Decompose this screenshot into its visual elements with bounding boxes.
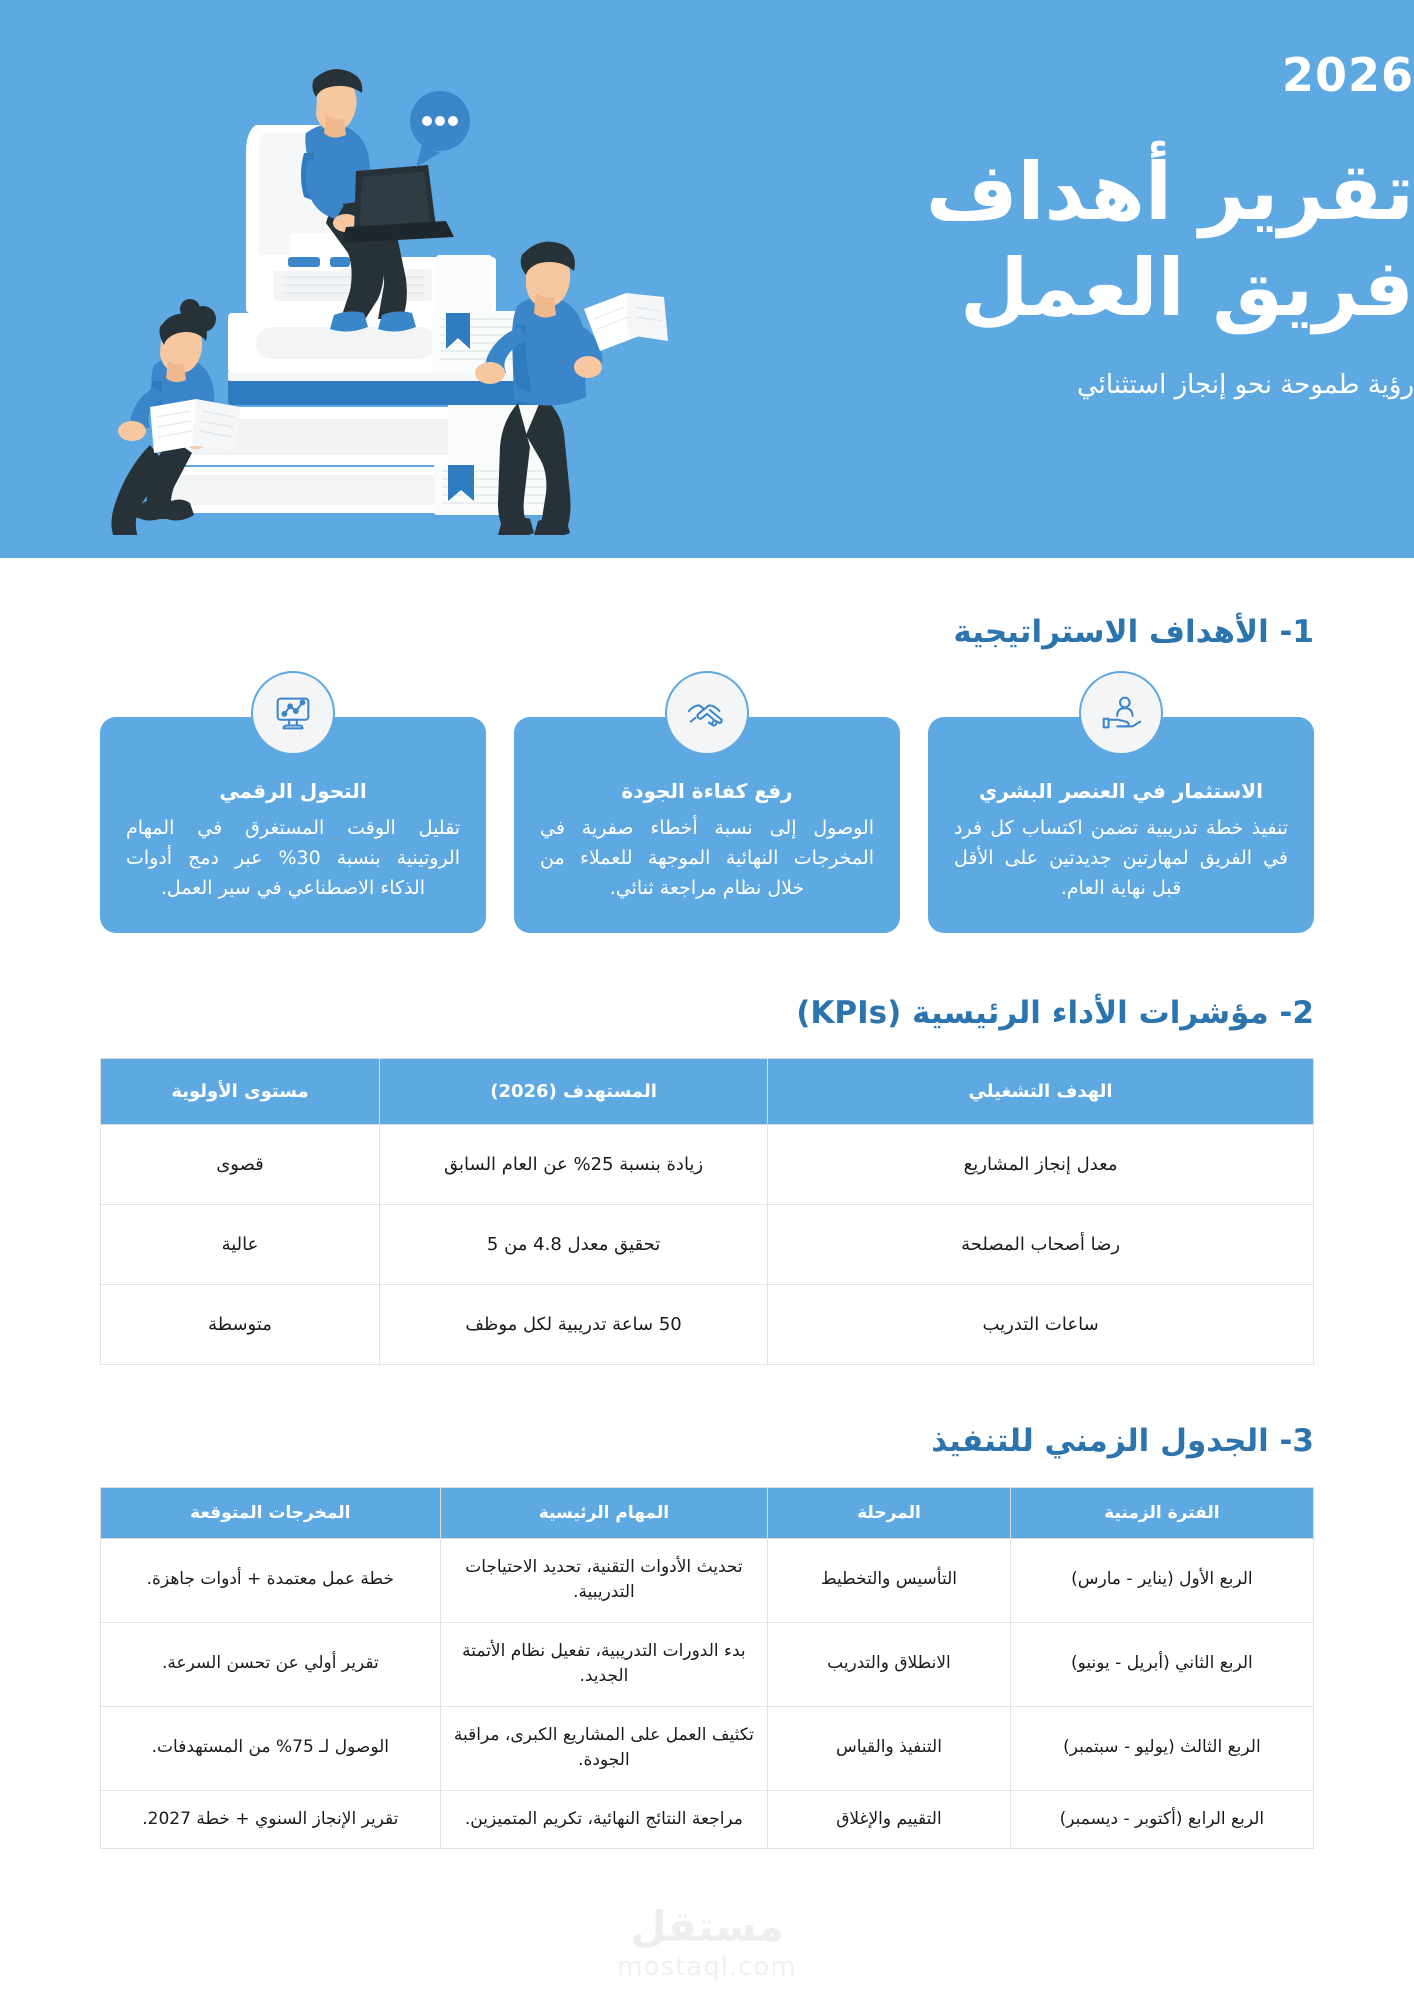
- table-cell: متوسطة: [101, 1285, 380, 1365]
- header-text-block: [754, 48, 1414, 403]
- table-cell: زيادة بنسبة 25% عن العام السابق: [380, 1125, 768, 1205]
- monitor-analytics-icon: [251, 671, 335, 755]
- watermark-arabic: مستقل: [630, 1902, 784, 1951]
- handshake-icon: [665, 671, 749, 755]
- table-cell: التنفيذ والقياس: [768, 1706, 1011, 1790]
- table-cell: الوصول لـ 75% من المستهدفات.: [101, 1706, 441, 1790]
- table-cell: تكثيف العمل على المشاريع الكبرى، مراقبة الجودة.: [440, 1706, 768, 1790]
- table-cell: قصوى: [101, 1125, 380, 1205]
- table-row: [101, 1706, 1314, 1790]
- table-cell: رضا أصحاب المصلحة: [768, 1205, 1314, 1285]
- goal-card-human-capital: [928, 717, 1314, 933]
- table-cell: الربع الأول (يناير - مارس): [1010, 1538, 1313, 1622]
- page-title: [864, 144, 1414, 337]
- table-cell: ساعات التدريب: [768, 1285, 1314, 1365]
- table-row: [101, 1205, 1314, 1285]
- table-cell: خطة عمل معتمدة + أدوات جاهزة.: [101, 1538, 441, 1622]
- column-header: المرحلة: [768, 1487, 1011, 1538]
- watermark-latin: mostaql.com: [617, 1952, 797, 1982]
- table-cell: معدل إنجاز المشاريع: [768, 1125, 1314, 1205]
- table-row: [101, 1285, 1314, 1365]
- column-header: مستوى الأولوية: [101, 1059, 380, 1125]
- table-cell: 50 ساعة تدريبية لكل موظف: [380, 1285, 768, 1365]
- section-heading-strategic: 1- الأهداف الاستراتيجية: [953, 614, 1314, 650]
- table-row: [101, 1538, 1314, 1622]
- section-heading-timeline: 3- الجدول الزمني للتنفيذ: [931, 1423, 1314, 1460]
- table-cell: تحقيق معدل 4.8 من 5: [380, 1205, 768, 1285]
- table-row: [101, 1790, 1314, 1849]
- table-cell: تقرير الإنجاز السنوي + خطة 2027.: [101, 1790, 441, 1849]
- table-cell: عالية: [101, 1205, 380, 1285]
- table-cell: الربع الثالث (يوليو - سبتمبر): [1010, 1706, 1313, 1790]
- table-cell: الانطلاق والتدريب: [768, 1622, 1011, 1706]
- table-header-row: [101, 1487, 1314, 1538]
- header-banner: [0, 0, 1414, 558]
- goal-card-body: تقليل الوقت المستغرق في المهام الروتينية بنسبة 30% عبر دمج أدوات الذكاء الاصطناعي في سير العمل.: [126, 817, 460, 900]
- mostaql-watermark: [557, 1902, 857, 1982]
- table-cell: تحديث الأدوات التقنية، تحديد الاحتياجات التدريبية.: [440, 1538, 768, 1622]
- column-header: المخرجات المتوقعة: [101, 1487, 441, 1538]
- goal-card-title: الاستثمار في العنصر البشري: [978, 779, 1263, 804]
- goal-card-body: الوصول إلى نسبة أخطاء صفرية في المخرجات النهائية الموجهة للعملاء من خلال نظام مراجعة ثنائي.: [540, 817, 874, 900]
- title-line-2: فريق العمل: [959, 242, 1414, 335]
- column-header: المستهدف (2026): [380, 1059, 768, 1125]
- table-row: [101, 1622, 1314, 1706]
- team-reading-on-books-illustration: [50, 35, 690, 535]
- table-header-row: [101, 1059, 1314, 1125]
- section-heading-kpis: 2- مؤشرات الأداء الرئيسية (KPIs): [796, 995, 1314, 1032]
- column-header: الفترة الزمنية: [1010, 1487, 1313, 1538]
- table-cell: بدء الدورات التدريبية، تفعيل نظام الأتمتة الجديد.: [440, 1622, 768, 1706]
- table-cell: التأسيس والتخطيط: [768, 1538, 1011, 1622]
- table-row: [101, 1125, 1314, 1205]
- goal-card-title: التحول الرقمي: [219, 779, 367, 804]
- column-header: الهدف التشغيلي: [768, 1059, 1314, 1125]
- report-year: 2026: [1281, 48, 1414, 102]
- timeline-table: [100, 1487, 1314, 1850]
- goal-card-quality: [514, 717, 900, 933]
- table-cell: الربع الرابع (أكتوبر - ديسمبر): [1010, 1790, 1313, 1849]
- hand-holding-person-icon: [1079, 671, 1163, 755]
- kpi-table: [100, 1058, 1314, 1365]
- column-header: المهام الرئيسية: [440, 1487, 768, 1538]
- goal-card-digital: [100, 717, 486, 933]
- table-cell: تقرير أولي عن تحسن السرعة.: [101, 1622, 441, 1706]
- strategic-goal-cards: [100, 717, 1314, 933]
- table-cell: الربع الثاني (أبريل - يونيو): [1010, 1622, 1313, 1706]
- goal-card-title: رفع كفاءة الجودة: [621, 779, 793, 804]
- report-content: [0, 614, 1414, 1849]
- title-line-1: تقرير أهداف: [925, 146, 1414, 238]
- table-cell: مراجعة النتائج النهائية، تكريم المتميزين.: [440, 1790, 768, 1849]
- table-cell: التقييم والإغلاق: [768, 1790, 1011, 1849]
- goal-card-body: تنفيذ خطة تدريبية تضمن اكتساب كل فرد في الفريق لمهارتين جديدتين على الأقل قبل نهاية العام.: [954, 817, 1288, 900]
- page-subtitle: رؤية طموحة نحو إنجاز استثنائي: [1076, 369, 1414, 400]
